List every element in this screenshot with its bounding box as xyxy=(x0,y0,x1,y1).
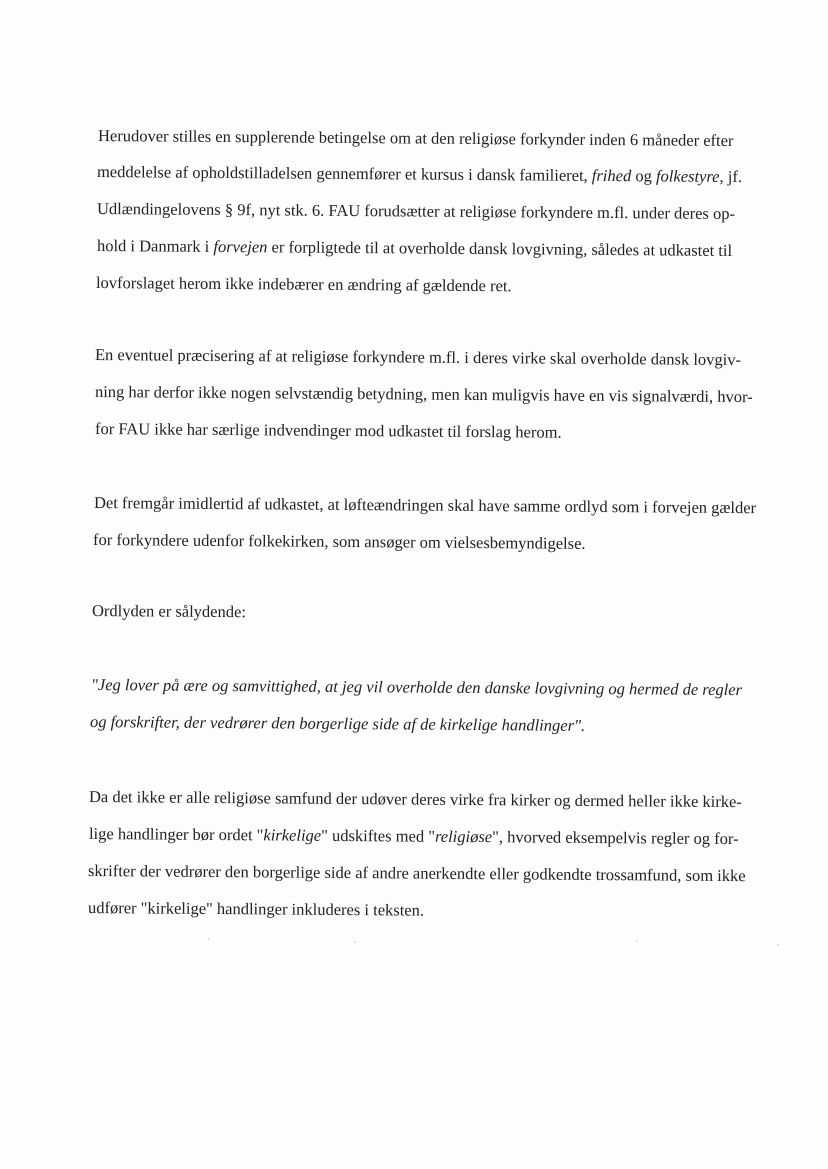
text: Da det ikke er alle religiøse samfund der udøver deres virke fra kirker og dermed heller ikke kirke- xyxy=(88,787,742,812)
quote-line-1 xyxy=(91,675,742,700)
text: er forpligtede til at overholde dansk lovgivning, således at udkastet til xyxy=(267,237,733,260)
paragraph-2-line-2 xyxy=(95,382,753,407)
text: og xyxy=(631,166,657,186)
paragraph-4-line-1 xyxy=(92,601,246,622)
paragraph-1-line-2 xyxy=(97,162,742,187)
paragraph-2-line-3 xyxy=(95,419,562,443)
text: for forkyndere udenfor folkekirken, som ansøger om vielsesbemyndigelse. xyxy=(92,530,586,553)
text: meddelelse af opholdstilladelsen gennemfører et kursus i dansk familieret, xyxy=(96,162,592,185)
scan-speck xyxy=(208,938,210,940)
text: udfører "kirkelige" handlinger inkluderes i teksten. xyxy=(87,898,425,920)
paragraph-5-line-2 xyxy=(89,824,739,849)
text: , jf. xyxy=(719,166,743,187)
text: Ordlyden er sålydende: xyxy=(91,601,247,622)
text: lovforslaget herom ikke indebærer en ændring af gældende ret. xyxy=(95,273,512,296)
text: " udskiftes med " xyxy=(321,825,436,846)
paragraph-1-line-4 xyxy=(97,236,732,261)
italic-text: forvejen xyxy=(213,236,268,257)
text: Herudover stilles en supplerende betingelse om at den religiøse forkynder inden 6 måneder efter xyxy=(97,126,734,150)
italic-text: kirkelige xyxy=(263,825,322,845)
paragraph-3-line-1 xyxy=(94,493,756,518)
paragraph-5-line-4 xyxy=(88,898,424,921)
text: lige handlinger bør ordet " xyxy=(88,824,264,845)
italic-text: frihed xyxy=(591,165,632,186)
paragraph-2-line-1 xyxy=(95,345,741,370)
text: ", hvorved eksempelvis regler og for- xyxy=(492,827,739,849)
text: En eventuel præcisering af at religiøse forkyndere m.fl. i deres virke skal overholde dansk lovgiv- xyxy=(94,345,742,370)
italic-text: og forskrifter, der vedrører den borgerlige side af de kirkelige handlinger". xyxy=(89,712,586,735)
text: for FAU ikke har særlige indvendinger mod udkastet til forslag herom. xyxy=(94,419,562,442)
quote-line-2 xyxy=(90,712,585,736)
paragraph-1-line-1 xyxy=(98,126,734,151)
text: Udlændingelovens § 9f, nyt stk. 6. FAU forudsætter at religiøse forkyndere m.fl. under deres op- xyxy=(96,199,736,224)
paragraph-5-line-3 xyxy=(88,861,746,886)
paragraph-1-line-3 xyxy=(97,199,735,224)
text: Det fremgår imidlertid af udkastet, at løfteændringen skal have samme ordlyd som i forvejen gælder xyxy=(93,493,757,518)
text: ning har derfor ikke nogen selvstændig betydning, men kan muligvis have en vis signalværdi, hvor- xyxy=(94,382,753,407)
italic-text: religiøse xyxy=(434,826,493,847)
text: hold i Danmark i xyxy=(96,236,214,256)
scan-speck xyxy=(777,944,779,946)
italic-text: "Jeg lover på ære og samvittighed, at jeg vil overholde den danske lovgivning og hermed de regler xyxy=(90,675,743,700)
paragraph-5-line-1 xyxy=(89,787,742,812)
text: skrifter der vedrører den borgerlige side af andre anerkendte eller godkendte trossamfund, som ikke xyxy=(87,861,746,886)
italic-text: folkestyre xyxy=(655,166,720,186)
paragraph-3-line-2 xyxy=(93,530,586,554)
paragraph-1-line-5 xyxy=(96,273,512,296)
scan-speck xyxy=(354,941,356,943)
scan-speck xyxy=(636,940,638,942)
